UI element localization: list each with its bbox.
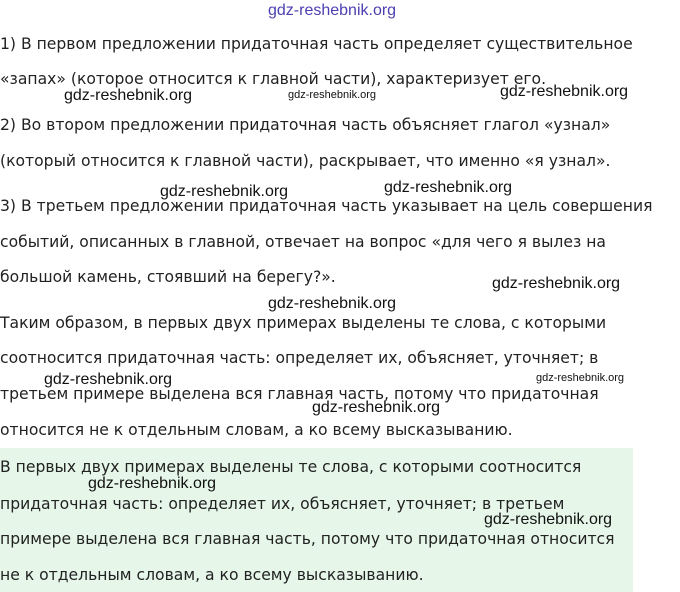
watermark: gdz-reshebnik.org [160, 183, 289, 200]
explanation-line: «запах» (которое относится к главной части), характеризует его. [0, 70, 547, 88]
answer-line: В первых двух примерах выделены те слова, с которыми соотносится [0, 458, 582, 476]
watermark: gdz-reshebnik.org [268, 295, 397, 312]
watermark: gdz-reshebnik.org [500, 83, 629, 100]
answer-line: примере выделена вся главная часть, потому что придаточная относится [0, 530, 615, 548]
watermark: gdz-reshebnik.org [484, 511, 613, 528]
explanation-line: относится не к отдельным словам, а ко всему высказыванию. [0, 421, 513, 439]
watermark: gdz-reshebnik.org [312, 399, 441, 416]
watermark: gdz-reshebnik.org [492, 275, 621, 292]
answer-line: придаточная часть: определяет их, объясняет, уточняет; в третьем [0, 495, 565, 513]
watermark-small: gdz-reshebnik.org [288, 89, 377, 101]
explanation-line: большой камень, стоявший на берегу?». [0, 268, 336, 286]
watermark: gdz-reshebnik.org [44, 371, 173, 388]
explanation-line: 2) Во втором предложении придаточная часть объясняет глагол «узнал» [0, 116, 611, 134]
explanation-line: 1) В первом предложении придаточная часть определяет существительное [0, 35, 633, 53]
explanation-line: 3) В третьем предложении придаточная часть указывает на цель совершения [0, 197, 653, 215]
explanation-line: событий, описанных в главной, отвечает на вопрос «для чего я вылез на [0, 233, 606, 251]
explanation-line: (который относится к главной части), раскрывает, что именно «я узнал». [0, 152, 611, 170]
watermark: gdz-reshebnik.org [88, 475, 217, 492]
explanation-line: соотносится придаточная часть: определяет их, объясняет, уточняет; в [0, 349, 599, 367]
watermark-small: gdz-reshebnik.org [536, 372, 625, 384]
explanation-line: третьем примере выделена вся главная часть, потому что придаточная [0, 385, 599, 403]
watermark: gdz-reshebnik.org [64, 87, 193, 104]
explanation-line: Таким образом, в первых двух примерах выделены те слова, с которыми [0, 314, 607, 332]
watermark-top: gdz-reshebnik.org [268, 2, 397, 19]
watermark: gdz-reshebnik.org [384, 179, 513, 196]
answer-line: не к отдельным словам, а ко всему высказыванию. [0, 566, 424, 584]
